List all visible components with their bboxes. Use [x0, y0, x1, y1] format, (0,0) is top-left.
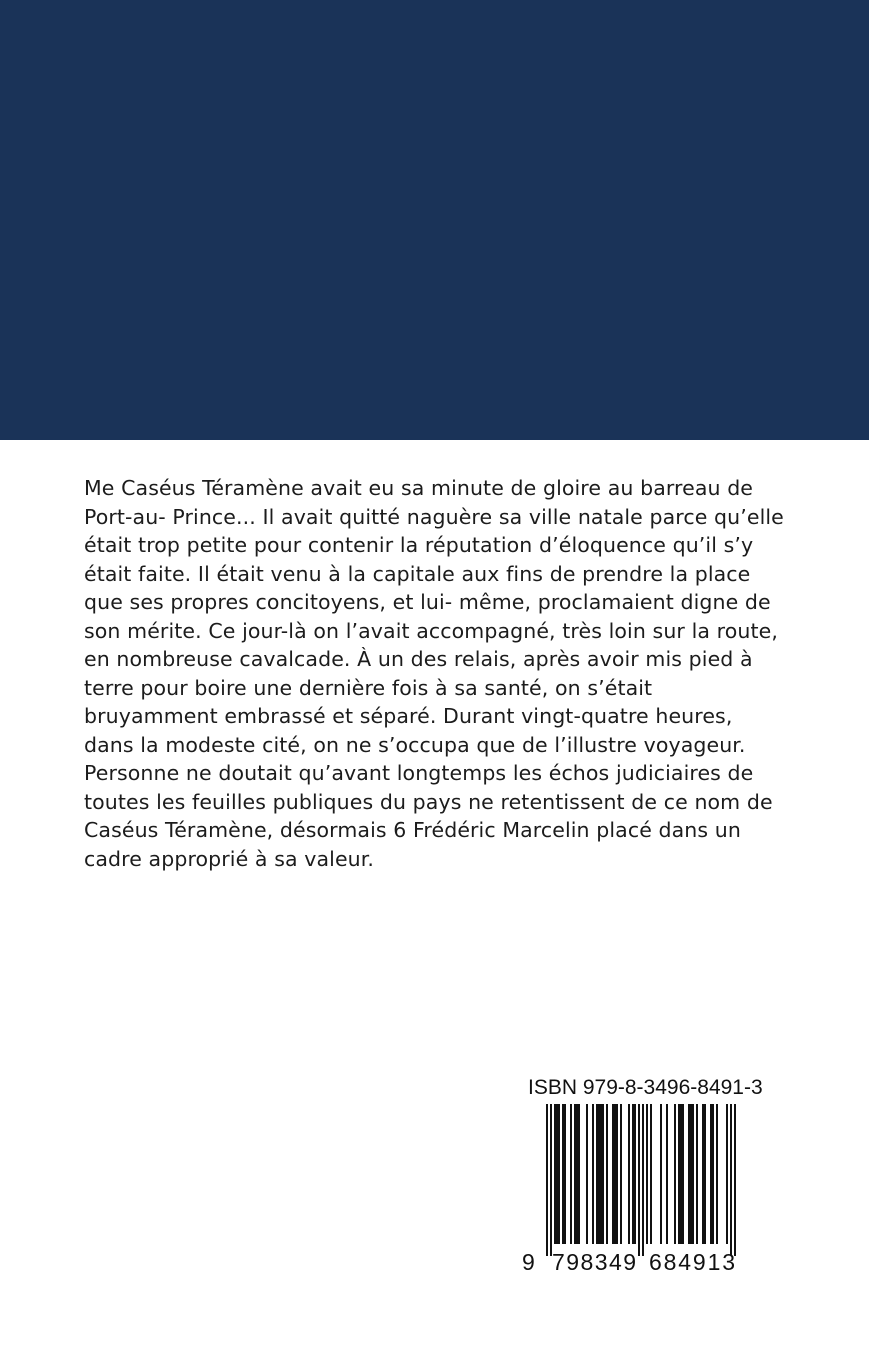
- barcode-guard-bar: [730, 1104, 732, 1256]
- barcode-bar: [554, 1104, 556, 1244]
- barcode-bar: [632, 1104, 634, 1244]
- barcode-bar: [556, 1104, 558, 1244]
- barcode-bar: [678, 1104, 680, 1244]
- barcode-bar: [600, 1104, 602, 1244]
- barcode-bar: [712, 1104, 714, 1244]
- barcode-bar: [586, 1104, 588, 1244]
- barcode-bar: [564, 1104, 566, 1244]
- barcode-bar: [570, 1104, 572, 1244]
- barcode-left-digits: 798349: [552, 1249, 636, 1275]
- isbn-barcode: [520, 1104, 760, 1276]
- barcode-bar: [558, 1104, 560, 1244]
- barcode-bar: [702, 1104, 704, 1244]
- barcode-bar: [602, 1104, 604, 1244]
- barcode-bar: [666, 1104, 668, 1244]
- barcode-guard-bar: [550, 1104, 552, 1256]
- barcode-bar: [606, 1104, 608, 1244]
- barcode-bar: [716, 1104, 718, 1244]
- barcode-bar: [646, 1104, 648, 1244]
- barcode-bar: [576, 1104, 578, 1244]
- barcode-bar: [634, 1104, 636, 1244]
- barcode-bar: [598, 1104, 600, 1244]
- barcode-bar: [616, 1104, 618, 1244]
- barcode-bar: [674, 1104, 676, 1244]
- barcode-bar: [682, 1104, 684, 1244]
- barcode-bar: [660, 1104, 662, 1244]
- isbn-label: ISBN 979-8-3496-8491-3: [528, 1076, 763, 1099]
- cover-color-band: [0, 0, 869, 440]
- barcode-guard-bar: [642, 1104, 644, 1256]
- barcode-bar: [696, 1104, 698, 1244]
- barcode-guard-bar: [638, 1104, 640, 1256]
- barcode-bar: [578, 1104, 580, 1244]
- back-cover-blurb: Me Caséus Téramène avait eu sa minute de gloire au barreau de Port-au- Prince... Il avait quitté naguère sa ville natale parce qu’elle était trop petite pour contenir la réputation d’éloquence qu’il s’y était faite. Il était venu à la capitale aux fins de prendre la place que ses propres concitoyens, et lui- même, proclamaient digne de son mérite. Ce jour-là on l’avait accompagné, très loin sur la route, en nombreuse cavalcade. À un des relais, après avoir mis pied à terre pour boire une dernière fois à sa santé, on s’était bruyamment embrassé et séparé. Durant vingt-quatre heures, dans la modeste cité, on ne s’occupa que de l’illustre voyageur. Personne ne doutait qu’avant longtemps les échos judiciaires de toutes les feuilles publiques du pays ne retentissent de ce nom de Caséus Téramène, désormais 6 Frédéric Marcelin placé dans un cadre approprié à sa valeur.: [84, 476, 784, 871]
- barcode-bar: [574, 1104, 576, 1244]
- barcode-bar: [596, 1104, 598, 1244]
- barcode-bar: [688, 1104, 690, 1244]
- barcode-bar: [620, 1104, 622, 1244]
- barcode-bar: [650, 1104, 652, 1244]
- barcode-guard-bar: [734, 1104, 736, 1256]
- barcode-bar: [704, 1104, 706, 1244]
- barcode-bar: [690, 1104, 692, 1244]
- barcode-bar: [692, 1104, 694, 1244]
- barcode-bar: [710, 1104, 712, 1244]
- barcode-bar: [628, 1104, 630, 1244]
- barcode-bar: [562, 1104, 564, 1244]
- barcode-bar: [726, 1104, 728, 1244]
- barcode-right-digits: 684913: [649, 1249, 735, 1275]
- page-edge-strip: [869, 0, 880, 1360]
- barcode-bar: [612, 1104, 614, 1244]
- barcode-bar: [592, 1104, 594, 1244]
- barcode-bar: [680, 1104, 682, 1244]
- barcode-guard-bar: [546, 1104, 548, 1256]
- barcode-bar: [614, 1104, 616, 1244]
- barcode-first-digit: 9: [522, 1249, 535, 1275]
